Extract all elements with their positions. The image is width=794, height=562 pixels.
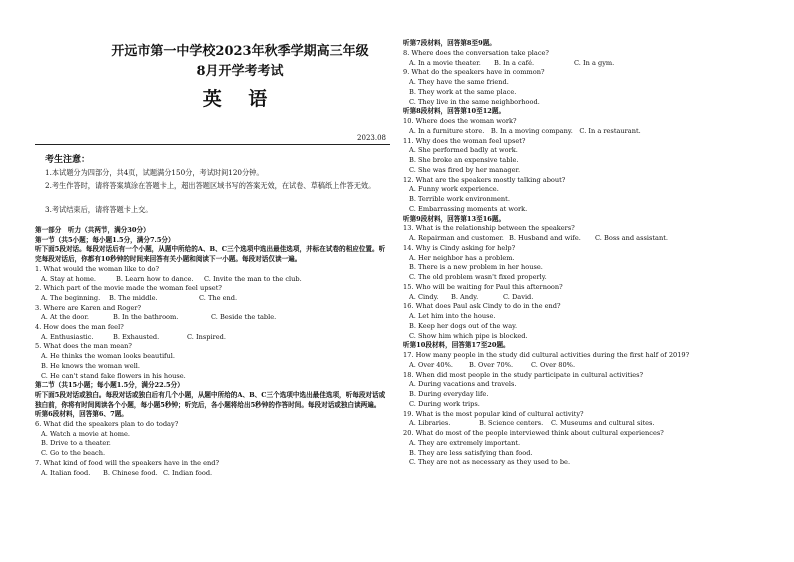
option: C. Beside the table. [211,313,277,322]
exam-title-line1: 开远市第一中学校2023年秋季学期高三年级 [111,44,369,59]
question-11-option-c: C. She was fired by her manager. [409,165,521,174]
option: B. The middle. [109,293,158,302]
material-9-heading: 听第9段材料，回答第13至16题。 [403,214,506,223]
option: B. Husband and wife. [509,234,581,242]
question-5: 5. What does the man mean? [35,342,132,351]
question-6-option-c: C. Go to the beach. [41,449,106,458]
option: A. At the door. [41,313,89,322]
question-18-option-b: B. During everyday life. [409,390,489,398]
option: B. Andy. [451,292,479,301]
question-16-option-c: C. Show him which pipe is blocked. [409,331,528,340]
question-6-option-a: A. Watch a movie at home. [41,429,130,438]
question-9-option-a: A. They have the same friend. [409,78,509,86]
question-10-options: A. In a furniture store. B. In a moving company. C. In a restaurant. [409,126,641,135]
header-divider [35,144,390,145]
question-9-option-c: C. They live in the same neighborhood. [409,97,540,106]
option: A. Stay at home. [41,274,97,283]
question-16-option-a: A. Let him into the house. [409,312,496,320]
question-14: 14. Why is Cindy asking for help? [403,243,516,252]
option: B. Learn how to dance. [116,274,194,283]
question-6: 6. What did the speakers plan to do today? [35,420,179,429]
question-12-option-c: C. Embarrassing moments at work. [409,204,528,213]
material-10-heading: 听第10段材料，回答第17至20题。 [403,341,510,350]
option: A. In a movie theater. [409,58,481,67]
question-4-options [35,333,390,343]
question-19-options [403,419,768,429]
notice-item-3: 3.考试结束后，请将答题卡上交。 [45,205,153,214]
option: A. Enthusiastic. [41,332,94,341]
question-12-option-b: B. Terrible work environment. [409,195,510,203]
listening-section-left [35,226,390,478]
option: C. Indian food. [163,468,213,477]
right-column [403,0,768,562]
listening-section-right [403,39,768,468]
question-3: 3. Where are Karen and Roger? [35,303,142,312]
material-6-heading: 听第6段材料，回答第6、7题。 [35,410,128,419]
question-1-options [35,275,390,285]
question-18: 18. When did most people in the study participate in cultural activities? [403,370,644,379]
option: B. In the bathroom. [113,313,179,322]
material-8-heading: 听第8段材料，回答第10至12题。 [403,107,506,116]
left-column [35,0,390,562]
question-6-option-b: B. Drive to a theater. [41,439,111,448]
question-14-option-b: B. There is a new problem in her house. [409,263,543,272]
question-2-options [35,294,390,304]
option: B. Exhausted. [113,332,160,341]
question-18-option-c: C. During work trips. [409,399,480,408]
exam-date: 2023.08 [357,134,386,142]
option: C. Boss and assistant. [595,234,668,242]
question-14-option-a: A. Her neighbor has a problem. [409,253,515,262]
notice-title: 考生注意： [45,155,91,165]
question-15-options [403,293,768,303]
question-12: 12. What are the speakers mostly talking about? [403,175,566,184]
question-5-option-a: A. He thinks the woman looks beautiful. [41,352,175,361]
question-7-options [35,469,390,479]
option: A. Cindy. [409,292,439,301]
question-11: 11. Why does the woman feel upset? [403,136,526,145]
question-5-option-c: C. He can't stand fake flowers in his house. [41,371,186,380]
section2-instructions: 听下面5段对话或独白。每段对话或独白后有几个小题，从题中所给的A、B、C三个选项中选出最佳选项，听每段对话或独白前，你将有时间阅读各个小题，每小题5秒钟；听完后，各小题将给出5秒钟的作答时间。每段对话或独白读两遍。 [35,390,386,409]
question-4: 4. How does the man feel? [35,323,124,332]
section2-heading: 第二节（共15小题；每小题1.5分，满分22.5分） [35,381,184,390]
option: C. Over 80%. [531,360,576,369]
question-15: 15. Who will be waiting for Paul this afternoon? [403,282,563,291]
question-2: 2. Which part of the movie made the woman feel upset? [35,284,222,293]
question-20-option-c: C. They are not as necessary as they used to be. [409,458,571,467]
question-20-option-a: A. They are extremely important. [409,438,521,447]
option: B. Over 70%. [469,360,514,369]
option: B. Science centers. [479,419,544,428]
notice-item-1: 1.本试题分为四部分，共4页，试题满分150分，考试时间120分钟。 [45,168,264,177]
question-17: 17. How many people in the study did cultural activities during the first half of 2019? [403,351,690,359]
option: A. The beginning. [41,293,101,302]
option: C. Inspired. [187,332,226,341]
option: C. David. [503,292,534,301]
question-20: 20. What do most of the people interviewed think about cultural experiences? [403,429,664,437]
question-14-option-c: C. The old problem wasn't fixed properly. [409,273,547,281]
question-9: 9. What do the speakers have in common? [403,68,545,77]
question-1: 1. What would the woman like to do? [35,264,160,273]
part1-heading: 第一部分 听力（共两节，满分30分） [35,226,150,234]
option: A. Over 40%. [409,360,453,369]
question-5-option-b: B. He knows the woman well. [41,361,141,370]
section1-instructions: 听下面5段对话。每段对话后有一个小题，从题中所给的A、B、C三个选项中选出最佳选项，并标在试卷的相应位置。听完每段对话后，你都有10秒钟的时间来回答有关小题和阅读下一小题。每段对话仅读一遍。 [35,245,386,264]
option: C. In a gym. [574,58,615,67]
question-3-options [35,313,390,323]
option: C. Invite the man to the club. [204,274,302,283]
option: C. The end. [199,293,238,302]
material-7-heading: 听第7段材料，回答第8至9题。 [403,39,496,47]
question-11-option-b: B. She broke an expensive table. [409,156,519,164]
question-9-option-b: B. They work at the same place. [409,87,517,96]
question-13: 13. What is the relationship between the speakers? [403,224,575,233]
question-13-options [403,234,768,244]
notice-item-2: 2.考生作答时，请将答案填涂在答题卡上，超出答题区域书写的答案无效，在试卷、草稿纸上作答无效。 [45,181,376,190]
question-8-options [403,59,768,69]
question-19: 19. What is the most popular kind of cultural activity? [403,409,584,418]
section1-heading: 第一节（共5小题；每小题1.5分，满分7.5分） [35,235,175,244]
question-18-option-a: A. During vacations and travels. [409,380,517,389]
option: A. Italian food. [41,468,91,477]
option: B. In a café. [494,58,535,67]
question-7: 7. What kind of food will the speakers have in the end? [35,458,220,467]
question-12-option-a: A. Funny work experience. [409,185,499,194]
question-8: 8. Where does the conversation take place? [403,48,549,57]
option: A. Repairman and customer. [409,234,504,242]
exam-title-line2: 8月开学考考试 [196,64,284,79]
question-20-option-b: B. They are less satisfying than food. [409,448,533,457]
question-10: 10. Where does the woman work? [403,117,517,125]
question-16: 16. What does Paul ask Cindy to do in the end? [403,302,561,311]
question-16-option-b: B. Keep her dogs out of the way. [409,321,518,330]
option: B. Chinese food. [103,468,158,477]
question-11-option-a: A. She performed badly at work. [409,146,518,155]
question-17-options [403,361,768,371]
subject-title: 英 语 [202,88,278,110]
option: C. Museums and cultural sites. [551,419,655,428]
option: A. Libraries. [409,419,451,428]
